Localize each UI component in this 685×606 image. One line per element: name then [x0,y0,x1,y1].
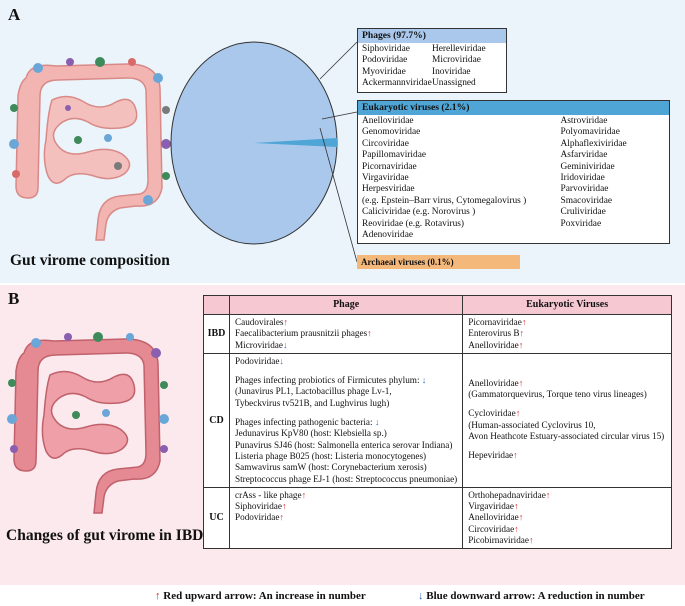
cd-euk-cell [463,353,672,487]
row-label-uc: UC [204,487,230,548]
panel-b-caption: Changes of gut virome in IBD [6,527,204,544]
eukaryotic-family: Cruliviridae [560,207,606,218]
list-item: Streptococcus phage EJ-1 (host: Streptococcus pneumoniae) [235,473,458,484]
list-item: Podoviridae [235,355,280,366]
table-row-cd [204,353,672,487]
panel-b-label: B [8,289,20,308]
list-item: Microviridae [235,339,283,350]
phage-family: Podoviridae [362,55,408,66]
down-arrow-icon: ↓ [279,355,284,366]
up-arrow-icon: ↑ [521,317,527,327]
up-arrow-icon: ↑ [367,328,372,339]
list-item: Anelloviridae [468,339,519,350]
legend-up-text: Red upward arrow: An increase in number [163,590,366,602]
up-arrow-icon: ↑ [513,501,519,512]
header-eukaryotic: Eukaryotic Viruses [463,296,672,315]
list-item: Avon Heathcote Estuary-associated circular virus 15) [468,431,665,442]
up-arrow-icon: ↑ [155,590,161,602]
eukaryotic-family: Alphaflexiviridae [560,138,627,149]
up-arrow-icon: ↑ [518,512,524,523]
list-item: Samwavirus samW (host: Corynebacterium xerosis) [235,462,427,473]
row-label-ibd: IBD [204,315,230,354]
legend-down-text: Blue downward arrow: A reduction in number [426,590,645,602]
panel-a-label: A [8,5,21,24]
list-item: Circoviridae [468,523,515,534]
list-item: Tybeckvirus tv521B, and Lughvirus lugh) [235,397,390,408]
eukaryotic-title: Eukaryotic viruses (2.1%) [358,101,669,115]
eukaryotic-family: Adenoviridae [362,230,414,241]
phage-family: Ackermannviridae [362,78,432,89]
phage-family: Siphoviridae [362,44,410,54]
list-item: Faecalibacterium prausnitzii phages [235,328,368,339]
up-arrow-icon: ↑ [513,450,518,461]
list-item: Phages infecting pathogenic bacteria: [235,417,373,428]
phage-family: Myoviridae [362,66,406,77]
list-item: Listeria phage B025 (host: Listeria monocytogenes) [235,450,427,461]
list-item: Caudovirales [235,317,284,327]
phages-box [357,28,507,93]
eukaryotic-family: Reoviridae (e.g. Rotavirus) [362,218,465,229]
table-header-row [204,296,672,315]
eukaryotic-family: Herpesviridae [362,184,415,195]
header-phage: Phage [230,296,463,315]
up-arrow-icon: ↑ [528,535,534,546]
up-arrow-icon: ↑ [545,489,551,500]
list-item: (Gammatorquevirus, Torque teno virus lineages) [468,389,647,400]
eukaryotic-family: Papillomaviridae [362,150,427,161]
up-arrow-icon: ↑ [518,339,524,350]
phage-family: Microviridae [432,55,481,66]
panel-a-caption: Gut virome composition [10,252,170,269]
ibd-phage-cell [230,315,463,354]
list-item: Picobirnaviridae [468,535,529,546]
list-item: Cycloviridae [468,408,516,419]
list-item: Orthohepadnaviridae [468,489,546,500]
eukaryotic-family: Geminiviridae [560,161,615,172]
up-arrow-icon: ↑ [281,501,287,512]
list-item: (Human-associated Cyclovirus 10, [468,419,596,430]
down-arrow-icon: ↓ [418,590,424,602]
list-item: Punavirus SJ46 (host: Salmonella enterica serovar Indiana) [235,439,453,450]
list-item: crAss - like phage [235,489,302,500]
ibd-changes-table [203,295,672,549]
table-row-uc [204,487,672,548]
header-empty-cell [204,296,230,315]
eukaryotic-box [357,100,670,244]
gut-illustration-b [6,325,174,515]
list-item: (Junavirus PL1, Lactobacillus phage Lv-1, [235,386,392,397]
legend-up [155,590,366,602]
eukaryotic-family: Smacoviridae [560,195,613,206]
list-item: Anelloviridae [468,512,519,523]
list-item: Virgaviridae [468,501,514,512]
list-item: Hepeviridae [468,450,514,461]
phage-family: Herelleviridae [432,44,486,54]
list-item: Podoviridae [235,512,280,523]
eukaryotic-family: Poxviridae [560,218,602,229]
row-label-cd: CD [204,353,230,487]
list-item: Phages infecting probiotics of Firmicutes phylum: [235,375,420,386]
eukaryotic-family: Circoviridae [362,138,409,149]
eukaryotic-family: Virgaviridae [362,173,409,184]
up-arrow-icon: ↑ [518,377,524,388]
up-arrow-icon: ↑ [301,489,307,500]
eukaryotic-family: Anelloviridae [362,116,414,126]
up-arrow-icon: ↑ [514,523,519,534]
phages-title: Phages (97.7%) [358,29,506,43]
eukaryotic-family: Polyomaviridae [560,127,620,138]
up-arrow-icon: ↑ [515,408,521,419]
panel-a [0,0,685,283]
list-item: Enterovirus B [468,328,520,339]
down-arrow-icon: ↓ [282,339,288,350]
archaeal-box: Archaeal viruses (0.1%) [357,255,520,269]
uc-phage-cell [230,487,463,548]
eukaryotic-family: Iridoviridae [560,173,605,184]
eukaryotic-family: Asfarviridae [560,150,608,161]
eukaryotic-family: Picornaviridae [362,161,417,172]
down-arrow-icon: ↓ [374,417,380,428]
list-item: Jedunavirus KpV80 (host: Klebsiella sp.) [235,428,387,439]
eukaryotic-family: Parvoviridae [560,184,609,195]
eukaryotic-family: Genomoviridae [362,127,421,138]
eukaryotic-family: (e.g. Epstein–Barr virus, Cytomegalovirus ) [362,195,527,206]
list-item: Siphoviridae [235,501,282,512]
up-arrow-icon: ↑ [279,512,284,523]
table-row-ibd [204,315,672,354]
ibd-euk-cell [463,315,672,354]
eukaryotic-family: Caliciviridae (e.g. Norovirus ) [362,207,476,218]
list-item: Picornaviridae [468,317,522,327]
up-arrow-icon: ↑ [283,317,289,327]
eukaryotic-family: Astroviridae [560,116,608,126]
cd-phage-cell [230,353,463,487]
list-item: Anelloviridae [468,377,519,388]
up-arrow-icon: ↑ [519,328,525,339]
phage-family: Inoviridae [432,66,471,77]
down-arrow-icon: ↓ [421,375,427,386]
legend-down [418,590,645,602]
uc-euk-cell [463,487,672,548]
phage-family: Unassigned [432,78,476,89]
